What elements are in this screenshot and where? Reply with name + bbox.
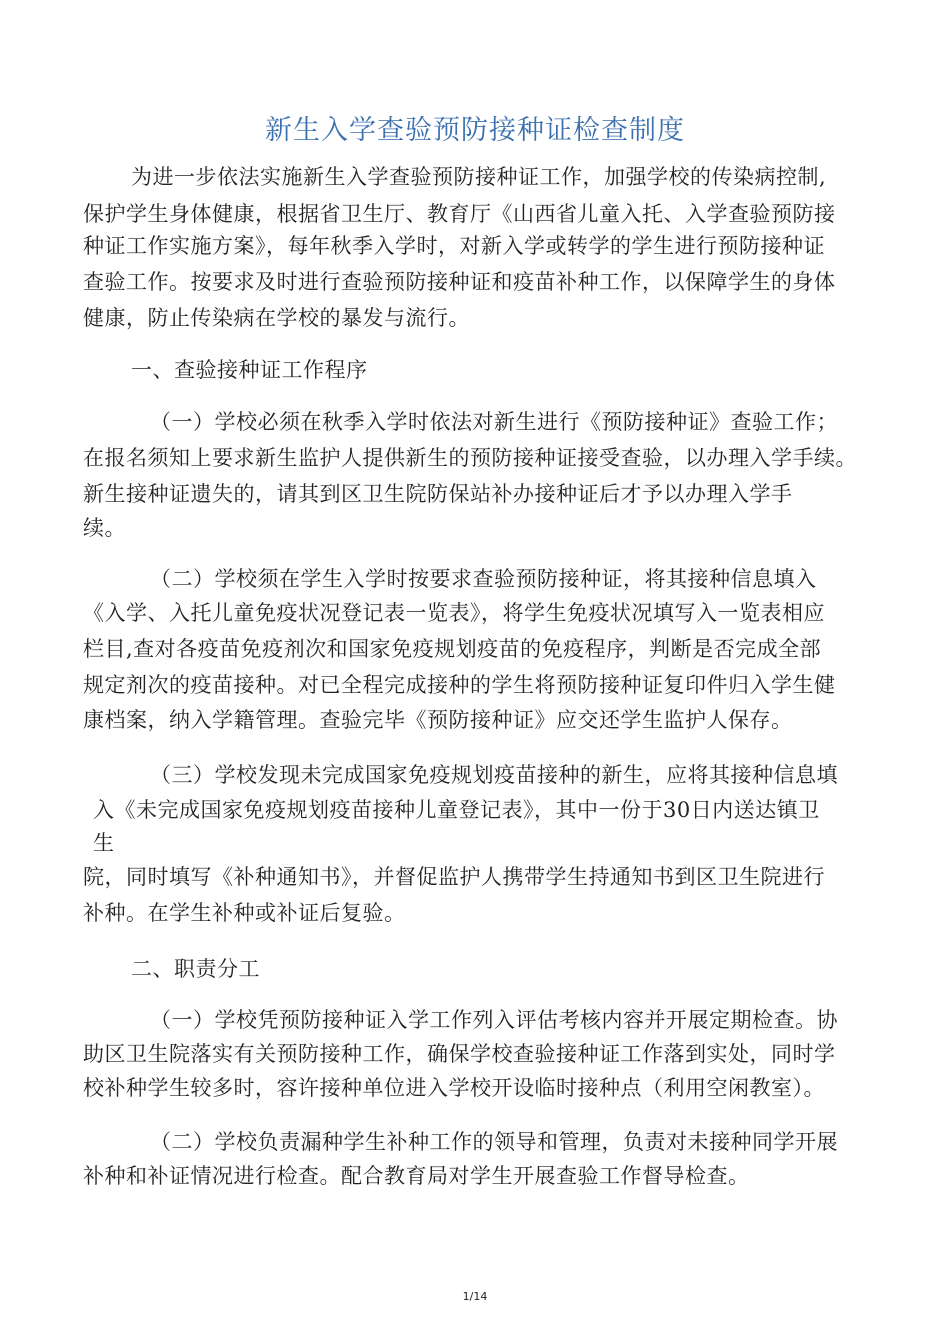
s1p2-line-5: 康档案，纳入学籍管理。查验完毕《预防接种证》应交还学生监护人保存。 <box>83 708 793 732</box>
s1p3-line-5: 补种。在学生补种或补证后复验。 <box>83 901 406 925</box>
s2p2-line-2: 补种和补证情况进行检查。配合教育局对学生开展查验工作督导检查。 <box>83 1164 750 1188</box>
section-1-heading: 一、查验接种证工作程序 <box>131 358 368 382</box>
intro-line-5: 健康，防止传染病在学校的暴发与流行。 <box>83 306 470 330</box>
section-2-heading: 二、职责分工 <box>131 957 260 981</box>
s2p1-line-3: 校补种学生较多时，容许接种单位进入学校开设临时接种点（利用空闲教室）。 <box>83 1076 825 1100</box>
intro-line-4: 查验工作。按要求及时进行查验预防接种证和疫苗补种工作，以保障学生的身体 <box>83 270 836 294</box>
s2p1-line-1: （一）学校凭预防接种证入学工作列入评估考核内容并开展定期检查。协 <box>150 1008 838 1032</box>
s1p1-line-2: 在报名须知上要求新生监护人提供新生的预防接种证接受查验，以办理入学手续。 <box>83 446 857 470</box>
s1p1-line-1: （一）学校必须在秋季入学时依法对新生进行《预防接种证》查验工作； <box>150 410 838 434</box>
s1p3-line-2: 入《未完成国家免疫规划疫苗接种儿童登记表》，其中一份于30日内送达镇卫 <box>93 798 820 822</box>
s1p2-line-3: 栏目,查对各疫苗免疫剂次和国家免疫规划疫苗的免疫程序，判断是否完成全部 <box>83 637 822 661</box>
s1p1-line-3: 新生接种证遗失的，请其到区卫生院防保站补办接种证后才予以办理入学手 <box>83 482 793 506</box>
s1p2-line-2: 《入学、入托儿童免疫状况登记表一览表》，将学生免疫状况填写入一览表相应 <box>83 601 825 625</box>
intro-line-3: 种证工作实施方案》，每年秋季入学时，对新入学或转学的学生进行预防接种证 <box>83 234 825 258</box>
s1p1-line-4: 续。 <box>83 516 126 540</box>
s2p2-line-1: （二）学校负责漏种学生补种工作的领导和管理，负责对未接种同学开展 <box>150 1130 838 1154</box>
s1p2-line-4: 规定剂次的疫苗接种。对已全程完成接种的学生将预防接种证复印件归入学生健 <box>83 673 836 697</box>
s2p1-line-2: 助区卫生院落实有关预防接种工作，确保学校查验接种证工作落到实处，同时学 <box>83 1042 836 1066</box>
s1p3-line-3: 生 <box>93 831 115 855</box>
s1p2-line-1: （二）学校须在学生入学时按要求查验预防接种证，将其接种信息填入 <box>150 567 817 591</box>
document-title: 新生入学查验预防接种证检查制度 <box>265 115 685 146</box>
intro-line-2: 保护学生身体健康，根据省卫生厅、教育厅《山西省儿童入托、入学查验预防接 <box>83 202 836 226</box>
s1p3-line-1: （三）学校发现未完成国家免疫规划疫苗接种的新生，应将其接种信息填 <box>150 763 838 787</box>
intro-line-1: 为进一步依法实施新生入学查验预防接种证工作，加强学校的传染病控制, <box>131 165 827 189</box>
page-number: 1/14 <box>462 1290 488 1303</box>
s1p3-line-4: 院，同时填写《补种通知书》，并督促监护人携带学生持通知书到区卫生院进行 <box>83 865 825 889</box>
